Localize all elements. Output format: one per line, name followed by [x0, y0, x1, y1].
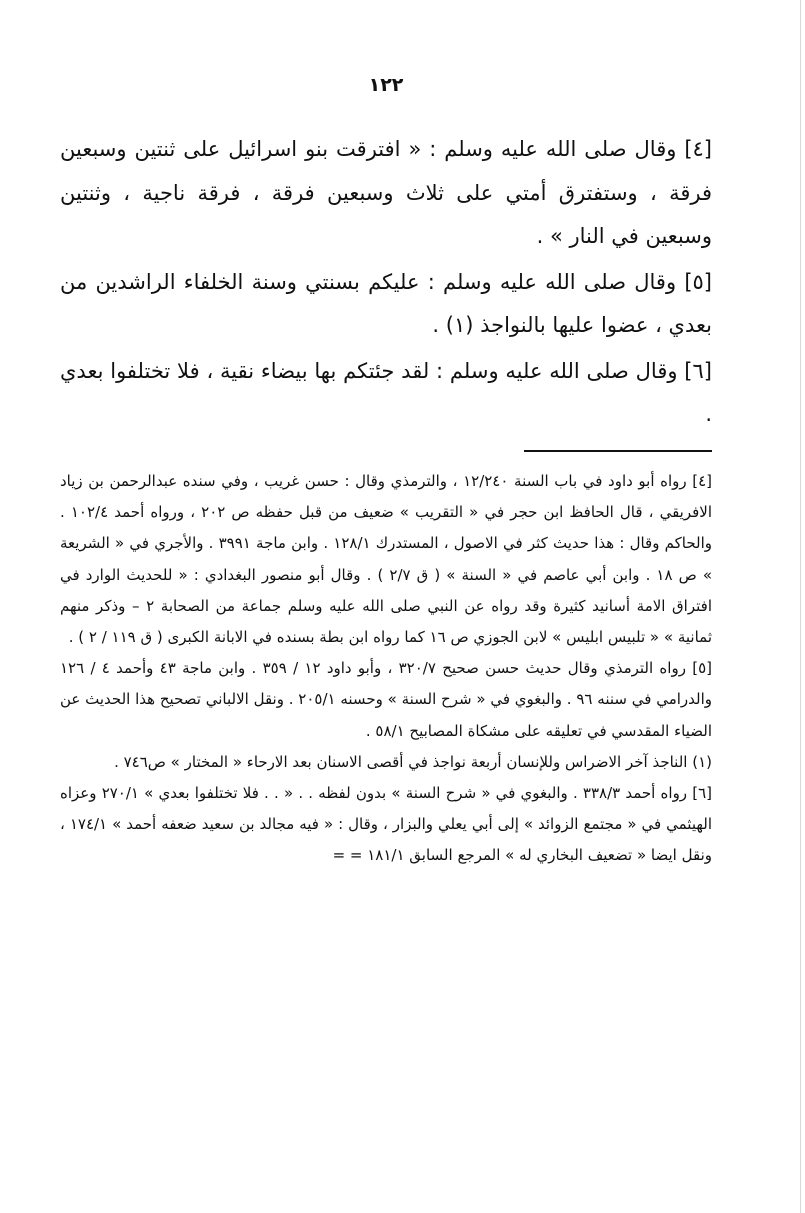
- footnote-1: (١) الناجذ آخر الاضراس وللإنسان أربعة نواجذ في أقصى الاسنان بعد الارحاء « المختار » ص٧٤٦ .: [114, 752, 712, 771]
- paragraph-4: [٤] وقال صلى الله عليه وسلم : « افترقت بنو اسرائيل على ثنتين وسبعين فرقة ، وستفترق أمتي على ثلاث وسبعين فرقة ، فرقة ناجية ، وثنتين وسبعين في النار » .: [60, 137, 712, 248]
- footnote-6: [٦] رواه أحمد ٣٣٨/٣ . والبغوي في « شرح السنة » بدون لفظه . . « . . فلا تختلفوا بعدي » ٢٧٠/١ وعزاه الهيثمي في « مجتمع الزوائد » إلى أبي يعلي والبزار ، وقال : « فيه مجالد بن سعيد ضعفه أحمد » ١٧٤/١ ، ونقل ايضا « تضعيف البخاري له » المرجع السابق ١٨١/١ = =: [60, 784, 713, 865]
- main-text: [60, 128, 712, 439]
- footnote-separator: [524, 450, 712, 452]
- paragraph-5: [٥] وقال صلى الله عليه وسلم : عليكم بسنتي وسنة الخلفاء الراشدين من بعدي ، عضوا عليها بالنواجذ (١) .: [60, 269, 712, 337]
- footnote-5: [٥] رواه الترمذي وقال حديث حسن صحيح ٣٢٠/٧ ، وأبو داود ١٢ / ٣٥٩ . وابن ماجة ٤٣ وأحمد ٤ / ١٢٦ والدرامي في سننه ٩٦ . والبغوي في « شرح السنة » وحسنه ٢٠٥/١ . ونقل الالباني تصحيح هذا الحديث عن الضياء المقدسي في تعليقه على مشكاة المصابيح ٥٨/١ .: [60, 659, 712, 740]
- page-number: ١٢٢: [368, 74, 404, 96]
- document-page: [60, 0, 712, 1213]
- footnotes: [60, 466, 712, 872]
- page-edge-line: [800, 0, 801, 1213]
- footnote-4: [٤] رواه أبو داود في باب السنة ١٢/٢٤٠ ، والترمذي وقال : حسن غريب ، وفي سنده عبدالرحمن بن زياد الافريقي ، قال الحافظ ابن حجر في « التقريب » ضعيف من قبل حفظه ص ٢٠٢ ، ورواه أحمد ١٠٢/٤ . والحاكم وقال : هذا حديث كثر في الاصول ، المستدرك ١٢٨/١ . وابن ماجة ٣٩٩١ . والأجري في « الشريعة » ص ١٨ . وابن أبي عاصم في « السنة » ( ق ٢/٧ ) . وقال أبو منصور البغدادي : « للحديث الوارد في افتراق الامة أسانيد كثيرة وقد رواه عن النبي صلى الله عليه وسلم جماعة من الصحابة ٢ – وذكر منهم ثمانية » « تلبيس ابليس » لابن الجوزي ص ١٦ كما رواه ابن بطة بسنده في الابانة الكبرى ( ق ١١٩ / ٢ ) .: [60, 472, 713, 647]
- paragraph-6: [٦] وقال صلى الله عليه وسلم : لقد جئتكم بها بيضاء نقية ، فلا تختلفوا بعدي .: [60, 358, 712, 426]
